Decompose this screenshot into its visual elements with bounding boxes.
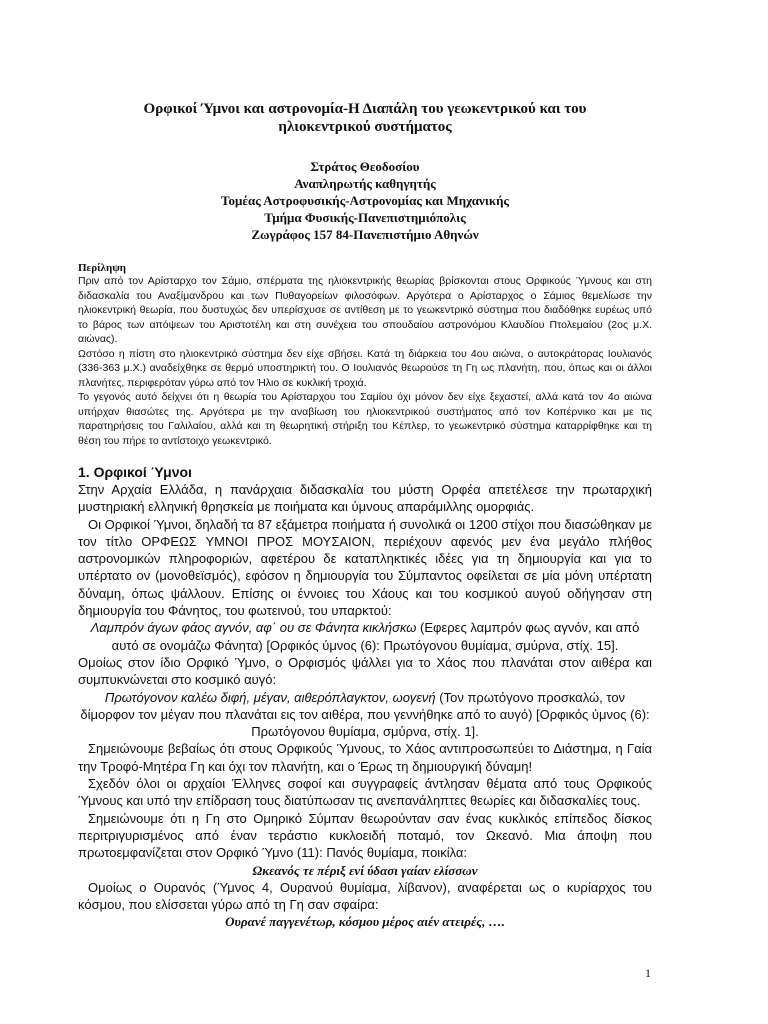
title-line-2: ηλιοκεντρικού συστήματος: [278, 119, 452, 135]
author-block: [78, 158, 652, 243]
author-department: Τομέας Αστροφυσικής-Αστρονομίας και Μηχανικής: [221, 193, 509, 208]
body-paragraph: Οι Ορφικοί Ύμνοι, δηλαδή τα 87 εξάμετρα ποιήματα ή συνολικά οι 1200 στίχοι που διασώθηκαν με τον τίτλο ΟΡΦΕΩΣ ΥΜΝΟΙ ΠΡΟΣ ΜΟΥΣΑΙΟΝ, περιέχουν αφενός μεν ένα μεγάλο πλήθος αστρονομικών πληροφοριών, αφετέρου δε καταπληκτικές ιδέες για τη δημιουργία και για το υπέρτατο ον (μονοθεϊσμός), εφόσον η δημιουργία του Σύμπαντος οφείλεται σε μία μόνη υπέρτατη δύναμη, όπως ψάλλουν. Επίσης οι έννοιες του Χάους και του κοσμικού αυγού οδήγησαν στη δημιουργία του Φάνητος, του φωτεινού, του υπαρκτού:: [78, 516, 652, 619]
quote-greek-text: Πρωτόγονον καλέω διφή, μέγαν, αιθερόπλαγκτον, ωογενή: [104, 689, 436, 705]
abstract-heading: Περίληψη: [78, 262, 127, 274]
abstract-body: [78, 274, 652, 448]
body-paragraph: Ομοίως ο Ουρανός (Ύμνος 4, Ουρανού θυμίαμα, λίβανον), αναφέρεται ως ο κυρίαρχος του κόσμου, που ελίσσεται γύρω από τη Γη σαν σφαίρα:: [78, 879, 652, 913]
quote-block: [78, 619, 652, 654]
author-name: Στράτος Θεοδοσίου: [310, 159, 420, 174]
body-paragraph: Ομοίως στον ίδιο Ορφικό Ύμνο, ο Ορφισμός ψάλλει για το Χάος που πλανάται στον αιθέρα και συμπυκνώνεται στο κοσμικό αυγό:: [78, 654, 652, 688]
quote-verse: Ωκεανός τε πέριξ ενί ύδασι γαίαν ελίσσων: [252, 862, 478, 878]
paper-title: [78, 100, 652, 136]
abstract-paragraph: Το γεγονός αυτό δείχνει ότι η θεωρία του Αρίσταρχου του Σαμίου όχι μόνον δεν είχε ξεχαστεί, αλλά κατά τον 4ο αιώνα υπήρχαν θιασώτες της. Αργότερα με την αναβίωση του ηλιοκεντρικού συστήματος από τον Κοπέρνικο και με τις παρατηρήσεις του Γαλιλαίου, αλλά και τη θεωρητική στήριξη του Κέπλερ, το γεωκεντρικό σύστημα καταρρίφθηκε και τη θέση του πήρε το αντίστοιχο γεωκεντρικό.: [78, 391, 652, 447]
quote-translation: (Εφερες λαμπρόν φως αγνόν, και από αυτό σε ονομάζω Φάνητα) [Ορφικός ύμνος (6): Πρωτόγονου θυμίαμα, σμύρνα, στίχ. 15].: [111, 620, 640, 653]
quote-verse: Ουρανέ παγγενέτωρ, κόσμου μέρος αιέν ατειρές, ….: [225, 914, 505, 930]
author-address: Ζωγράφος 157 84-Πανεπιστήμιο Αθηνών: [251, 227, 479, 242]
quote-block: [78, 689, 652, 741]
page-number: 1: [645, 966, 651, 980]
section-body: [78, 481, 652, 931]
quote-translation: (Τον πρωτόγονο προσκαλώ, τον δίμορφον τον μέγαν που πλανάται εις τον αιθέρα, που γεννήθηκε από το αυγό) [Ορφικός ύμνος (6): Πρωτόγονου θυμίαμα, σμύρνα, στίχ. 1].: [80, 689, 650, 740]
author-faculty: Τμήμα Φυσικής-Πανεπιστημιόπολις: [264, 210, 466, 225]
body-paragraph: Σχεδόν όλοι οι αρχαίοι Έλληνες σοφοί και συγγραφείς άντλησαν θέματα από τους Ορφικούς Ύμνους και υπό την επίδραση τους διατύπωσαν τις ανεπανάληπτες θεωρίες και διδασκαλίες τους.: [78, 776, 652, 809]
quote-greek-text: Λαμπρόν άγων φάος αγνόν, αφ΄ ου σε Φάνητα κικλήσκω: [90, 620, 417, 636]
author-position: Αναπληρωτής καθηγητής: [294, 176, 436, 191]
body-paragraph: Σημειώνουμε βεβαίως ότι στους Ορφικούς Ύμνους, το Χάος αντιπροσωπεύει το Διάστημα, η Γαία την Τροφό-Μητέρα Γη και όχι τον πλανήτη, και ο Έρως τη δημιουργική δύναμη!: [78, 741, 652, 774]
body-paragraph: Σημειώνουμε ότι η Γη στο Ομηρικό Σύμπαν θεωρούνταν σαν ένας κυκλικός επίπεδος δίσκος περιτριγυρισμένος από έναν τεράστιο κυκλοειδή ποταμό, τον Ωκεανό. Μια άποψη που πρωτοεμφανίζεται στον Ορφικό Ύμνο (11): Πανός θυμίαμα, ποικίλα:: [78, 810, 652, 861]
title-line-1: Ορφικοί Ύμνοι και αστρονομία-Η Διαπάλη του γεωκεντρικού και του: [143, 101, 587, 117]
abstract-paragraph: Πριν από τον Αρίσταρχο τον Σάμιο, σπέρματα της ηλιοκεντρικής θεωρίας βρίσκονται στους Ορφικούς Ύμνους και στη διδασκαλία του Αναξίμανδρου και των Πυθαγορείων φιλοσόφων. Αργότερα ο Αρίσταρχος ο Σάμιος θεμελίωσε την ηλιοκεντρική θεωρία, που δυστυχώς δεν υπερίσχυσε σε αντίθεση με το γεωκεντρικό σύστημα που διαδόθηκε ευρέως υπό το βάρος των απόψεων του Αριστοτέλη και στη συνέχεια του σπουδαίου αστρονόμου Κλαυδίου Πτολεμαίου (2ος μ.Χ. αιώνας).: [78, 275, 652, 345]
document-page: [78, 100, 652, 931]
body-paragraph: Στην Αρχαία Ελλάδα, η πανάρχαια διδασκαλία του μύστη Ορφέα απετέλεσε την πρωταρχική μυστηριακή ελληνική θρησκεία με ποιήματα και ύμνους απαράμιλλης ομορφιάς.: [78, 482, 652, 515]
abstract-paragraph: Ωστόσο η πίστη στο ηλιοκεντρικό σύστημα δεν είχε σβήσει. Κατά τη διάρκεια του 4ου αιώνα, ο αυτοκράτορας Ιουλιανός (336-363 μ.Χ.) αναδείχθηκε σε θερμό υποστηρικτή του. Ο Ιουλιανός θεωρούσε τη Γη ως πλανήτη, που, όπως και οι άλλοι πλανήτες, περιφερόταν γύρω από τον Ήλιο σε κυκλική τροχιά.: [78, 347, 652, 389]
section-heading: 1. Ορφικοί Ύμνοι: [78, 464, 192, 480]
